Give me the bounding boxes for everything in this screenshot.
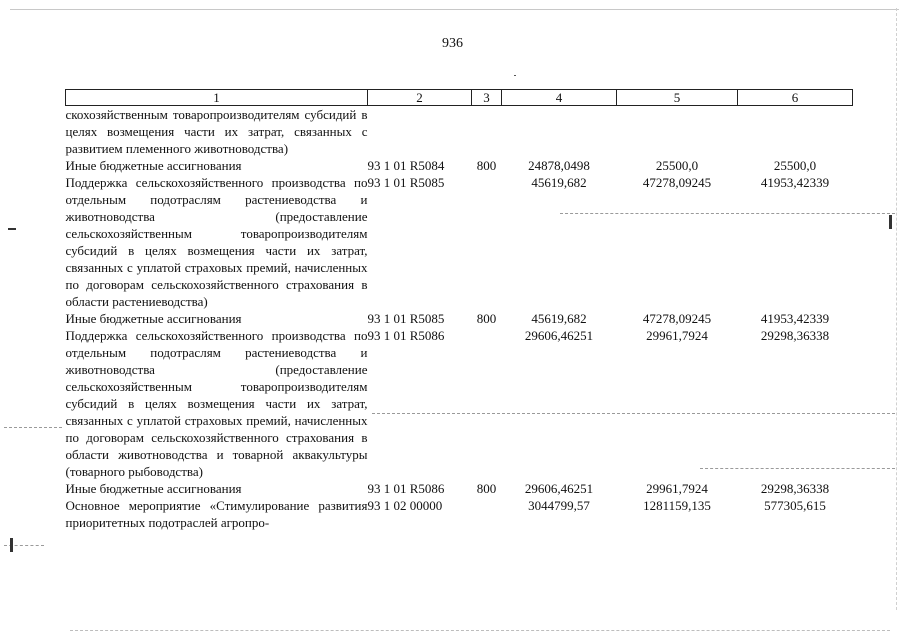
row-group <box>472 327 502 480</box>
header-col-1: 1 <box>66 90 368 106</box>
row-value-col6: 41953,42339 <box>760 311 830 326</box>
row-value-col4: 45619,682 <box>531 175 587 190</box>
header-col-5: 5 <box>617 90 738 106</box>
row-group: 800 <box>476 481 497 496</box>
scan-mark <box>8 228 16 230</box>
row-code: 93 1 01 R5085 <box>367 175 445 190</box>
header-col-4: 4 <box>502 90 617 106</box>
page-number: 936 <box>442 36 463 51</box>
row-value-col5: 47278,09245 <box>642 311 712 326</box>
row-group <box>472 497 502 531</box>
row-value-col6: 41953,42339 <box>760 175 830 190</box>
scan-mark <box>10 538 13 552</box>
scan-artifact-line <box>700 468 895 469</box>
table-row <box>66 327 853 480</box>
row-value-col6: 577305,615 <box>764 498 826 513</box>
row-code: 93 1 01 R5086 <box>367 328 445 343</box>
row-value-col6 <box>738 106 853 158</box>
row-description: Иные бюджетные ассигнования <box>65 481 242 496</box>
scan-edge-right <box>896 8 897 610</box>
row-description: Основное мероприятие «Стимулирование развития приоритетных подотраслей агропро- <box>65 498 368 530</box>
row-value-col6: 25500,0 <box>773 158 817 173</box>
scan-speck <box>514 75 516 76</box>
row-code: 93 1 01 R5084 <box>367 158 445 173</box>
row-code <box>368 106 472 158</box>
header-col-2: 2 <box>368 90 472 106</box>
row-description: Иные бюджетные ассигнования <box>65 311 242 326</box>
table-row <box>66 106 853 158</box>
scan-artifact-line <box>70 630 890 631</box>
table-row <box>66 480 853 497</box>
table-row <box>66 497 853 531</box>
row-description: Иные бюджетные ассигнования <box>65 158 242 173</box>
row-group <box>472 106 502 158</box>
scan-artifact-line <box>4 427 62 428</box>
row-value-col5: 25500,0 <box>655 158 699 173</box>
row-value-col4: 45619,682 <box>531 311 587 326</box>
budget-table <box>65 89 853 531</box>
header-col-6: 6 <box>738 90 853 106</box>
scan-artifact-line <box>560 213 895 214</box>
row-value-col5 <box>617 106 738 158</box>
scan-artifact-line <box>372 413 895 414</box>
row-value-col5: 1281159,135 <box>643 498 711 513</box>
row-value-col6: 29298,36338 <box>760 328 830 343</box>
table-row <box>66 174 853 310</box>
row-value-col4: 3044799,57 <box>528 498 590 513</box>
scan-edge-top <box>10 9 899 10</box>
row-description: Поддержка сельскохозяйственного производства по отдельным подотраслям растениеводства и животноводства (предоставление сельскохозяйственным товаропроизводителям субсидий в целях возмещения части их затрат, связанных с уплатой страховых премий, начисленных по договорам сельскохозяйственного страхования в области растениеводства) <box>65 175 368 309</box>
row-code: 93 1 01 R5086 <box>367 481 445 496</box>
row-group: 800 <box>476 311 497 326</box>
row-code: 93 1 02 00000 <box>367 498 443 513</box>
row-value-col4: 29606,46251 <box>524 328 594 343</box>
row-value-col4 <box>502 106 617 158</box>
row-value-col6: 29298,36338 <box>760 481 830 496</box>
row-description: Поддержка сельскохозяйственного производства по отдельным подотраслям растениеводства и животноводства (предоставление сельскохозяйственным товаропроизводителям субсидий в целях возмещения части их затрат, связанных с уплатой страховых премий, начисленных по договорам сельскохозяйственного страхования в области животноводства и товарной аквакультуры (товарного рыбоводства) <box>65 328 368 479</box>
scan-mark <box>889 215 892 229</box>
table-row <box>66 157 853 174</box>
table-header-row <box>66 90 853 106</box>
table-row <box>66 310 853 327</box>
row-value-col5: 29961,7924 <box>646 328 708 343</box>
row-group <box>472 174 502 310</box>
row-description: скохозяйственным товаропроизводителям субсидий в целях возмещения части их затрат, связанных с развитием племенного животноводства) <box>65 107 368 156</box>
row-value-col5: 29961,7924 <box>646 481 708 496</box>
row-value-col4: 29606,46251 <box>524 481 594 496</box>
row-code: 93 1 01 R5085 <box>367 311 445 326</box>
row-value-col4: 24878,0498 <box>528 158 590 173</box>
row-group: 800 <box>476 158 497 173</box>
row-value-col5: 47278,09245 <box>642 175 712 190</box>
header-col-3: 3 <box>472 90 502 106</box>
